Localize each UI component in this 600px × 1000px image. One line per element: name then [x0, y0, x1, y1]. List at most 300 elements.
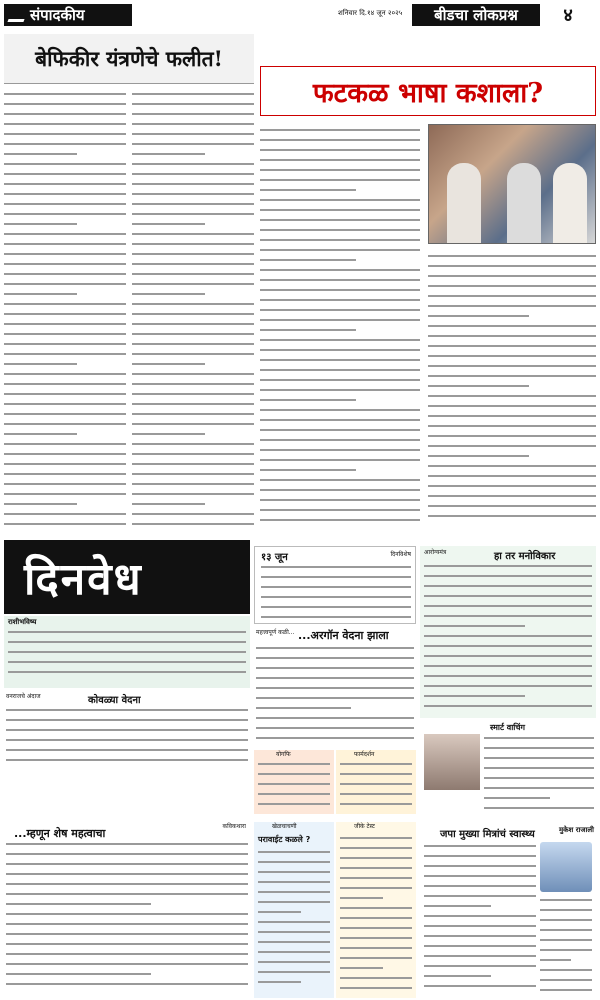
text-line	[258, 861, 330, 868]
text-line	[132, 393, 254, 400]
yog-box	[254, 750, 334, 814]
text-line	[260, 439, 420, 446]
text-line	[428, 455, 529, 462]
text-line	[484, 757, 594, 764]
text-line	[6, 863, 248, 870]
masthead	[0, 0, 600, 30]
arog-kicker: आरोग्यमंत्र	[424, 549, 447, 556]
text-line	[132, 463, 254, 470]
text-line	[132, 253, 254, 260]
japa-headline: जपा मुख्या मित्रांचं स्वास्थ्य	[440, 829, 535, 840]
smart-body	[484, 734, 594, 820]
text-line	[132, 263, 254, 270]
shesh-body	[6, 840, 248, 996]
text-line	[258, 783, 330, 790]
text-line	[256, 667, 414, 674]
text-line	[132, 373, 254, 380]
text-line	[4, 423, 126, 430]
text-line	[260, 449, 420, 456]
text-line	[132, 233, 254, 240]
text-line	[424, 705, 592, 712]
text-line	[6, 953, 248, 960]
text-line	[428, 325, 596, 332]
kovalya-body	[6, 706, 248, 766]
org-body	[256, 644, 414, 744]
text-line	[484, 747, 594, 754]
text-line	[340, 917, 412, 924]
text-line	[258, 961, 330, 968]
text-line	[428, 485, 596, 492]
horoscope-label: राशीभविष्य	[8, 618, 37, 626]
text-line	[4, 263, 126, 270]
text-line	[424, 855, 536, 862]
text-line	[484, 777, 594, 784]
text-line	[4, 163, 126, 170]
person-figure	[553, 163, 587, 243]
text-line	[260, 199, 420, 206]
text-line	[424, 895, 536, 902]
text-line	[428, 365, 596, 372]
japa-body	[424, 842, 536, 996]
text-line	[428, 435, 596, 442]
editorial-article	[4, 34, 254, 534]
text-line	[340, 897, 383, 904]
text-line	[428, 385, 529, 392]
june-box	[254, 546, 416, 624]
text-line	[4, 113, 126, 120]
text-line	[4, 183, 126, 190]
text-line	[4, 453, 126, 460]
kovalya-article	[4, 692, 250, 768]
text-line	[8, 641, 246, 648]
text-line	[424, 615, 592, 622]
text-line	[260, 489, 420, 496]
text-line	[256, 677, 414, 684]
text-line	[540, 929, 592, 936]
text-line	[132, 203, 254, 210]
text-line	[260, 349, 420, 356]
text-line	[428, 425, 596, 432]
quiz-kicker: जीके टेस्ट	[354, 823, 375, 830]
text-line	[484, 807, 594, 814]
japa-photo	[540, 842, 592, 892]
text-line	[260, 419, 420, 426]
text-line	[424, 985, 536, 992]
text-line	[540, 949, 592, 956]
main-story-headline: फटकळ भाषा कशाला?	[260, 66, 596, 116]
text-line	[132, 293, 205, 300]
text-line	[6, 963, 248, 970]
text-line	[132, 303, 254, 310]
text-line	[6, 853, 248, 860]
khel-box	[254, 822, 334, 998]
text-line	[424, 965, 536, 972]
text-line	[428, 335, 596, 342]
text-line	[424, 645, 592, 652]
editorial-column-1	[4, 90, 126, 532]
issue-date: शनिवार दि.१४ जून २०२५	[338, 9, 403, 17]
text-line	[540, 919, 592, 926]
horoscope-box	[4, 616, 250, 688]
text-line	[540, 939, 592, 946]
section-label-editorial	[4, 4, 132, 26]
text-line	[340, 887, 412, 894]
text-line	[4, 413, 126, 420]
text-line	[6, 749, 248, 756]
text-line	[132, 453, 254, 460]
text-line	[132, 273, 254, 280]
khel-body	[258, 848, 330, 994]
text-line	[4, 93, 126, 100]
text-line	[4, 203, 126, 210]
text-line	[428, 285, 596, 292]
text-line	[260, 289, 420, 296]
text-line	[428, 405, 596, 412]
text-line	[424, 935, 536, 942]
text-line	[260, 329, 356, 336]
text-line	[424, 635, 592, 642]
june-title: १३ जून	[261, 552, 288, 563]
text-line	[428, 495, 596, 502]
text-line	[428, 275, 596, 282]
text-line	[424, 565, 592, 572]
text-line	[4, 523, 126, 530]
text-line	[4, 443, 126, 450]
text-line	[6, 973, 151, 980]
text-line	[258, 773, 330, 780]
text-line	[256, 687, 414, 694]
text-line	[6, 843, 248, 850]
text-line	[428, 345, 596, 352]
text-line	[260, 209, 420, 216]
text-line	[428, 415, 596, 422]
text-line	[132, 223, 205, 230]
yog-body	[258, 760, 330, 812]
japa-article	[420, 826, 596, 998]
text-line	[132, 473, 254, 480]
text-line	[260, 179, 420, 186]
text-line	[256, 707, 351, 714]
text-line	[258, 871, 330, 878]
text-line	[132, 103, 254, 110]
text-line	[261, 586, 411, 593]
text-line	[132, 353, 254, 360]
text-line	[4, 243, 126, 250]
text-line	[132, 333, 254, 340]
text-line	[260, 189, 356, 196]
text-line	[260, 279, 420, 286]
page-number: ४	[563, 5, 573, 26]
text-line	[261, 566, 411, 573]
text-line	[424, 585, 592, 592]
text-line	[340, 793, 412, 800]
text-line	[132, 283, 254, 290]
text-line	[340, 987, 412, 994]
yog-kicker: योगफि	[276, 751, 291, 758]
text-line	[4, 363, 77, 370]
text-line	[4, 503, 77, 510]
text-line	[132, 403, 254, 410]
kovalya-kicker: वनराजचे अंदाज	[6, 693, 41, 700]
text-line	[132, 313, 254, 320]
text-line	[132, 493, 254, 500]
text-line	[260, 319, 420, 326]
text-line	[4, 493, 126, 500]
text-line	[6, 923, 248, 930]
text-line	[261, 576, 411, 583]
text-line	[4, 513, 126, 520]
text-line	[4, 213, 126, 220]
shesh-headline: ...म्हणून शेष महत्वाचा	[14, 827, 106, 840]
text-line	[428, 395, 596, 402]
org-kicker: महत्त्वपूर्ण कळी...	[256, 629, 295, 636]
text-line	[132, 513, 254, 520]
text-line	[540, 909, 592, 916]
text-line	[428, 505, 596, 512]
text-line	[4, 403, 126, 410]
text-line	[4, 153, 77, 160]
text-line	[256, 737, 414, 744]
text-line	[6, 893, 248, 900]
text-line	[428, 515, 596, 522]
text-line	[4, 283, 126, 290]
text-line	[260, 429, 420, 436]
text-line	[4, 483, 126, 490]
text-line	[260, 499, 420, 506]
text-line	[424, 665, 592, 672]
text-line	[256, 717, 414, 724]
org-article	[254, 628, 416, 746]
text-line	[6, 903, 151, 910]
text-line	[6, 983, 248, 990]
text-line	[6, 709, 248, 716]
text-line	[424, 945, 536, 952]
japa-byline: मुकेश राजाली	[558, 826, 594, 834]
text-line	[4, 253, 126, 260]
text-line	[424, 915, 536, 922]
text-line	[428, 465, 596, 472]
text-line	[260, 139, 420, 146]
text-line	[4, 303, 126, 310]
text-line	[132, 143, 254, 150]
text-line	[132, 153, 205, 160]
farm-box	[336, 750, 416, 814]
editorial-column-2	[132, 90, 254, 532]
text-line	[132, 523, 254, 530]
dinvedh-banner: दिनवेध	[4, 540, 250, 614]
text-line	[4, 323, 126, 330]
text-line	[258, 881, 330, 888]
text-line	[340, 783, 412, 790]
text-line	[132, 433, 205, 440]
text-line	[260, 239, 420, 246]
text-line	[4, 293, 77, 300]
text-line	[6, 943, 248, 950]
text-line	[540, 899, 592, 906]
text-line	[424, 925, 536, 932]
khel-kicker: खेळचाचणी	[272, 823, 297, 830]
text-line	[428, 475, 596, 482]
text-line	[540, 989, 592, 996]
text-line	[428, 305, 596, 312]
shesh-article	[4, 822, 250, 998]
text-line	[260, 469, 356, 476]
quiz-body	[340, 834, 412, 994]
text-line	[132, 163, 254, 170]
text-line	[340, 937, 412, 944]
text-line	[256, 647, 414, 654]
text-line	[6, 933, 248, 940]
arog-body	[424, 562, 592, 714]
text-line	[132, 383, 254, 390]
text-line	[428, 445, 596, 452]
text-line	[258, 851, 330, 858]
text-line	[4, 233, 126, 240]
text-line	[4, 393, 126, 400]
text-line	[260, 369, 420, 376]
text-line	[484, 767, 594, 774]
text-line	[340, 773, 412, 780]
text-line	[4, 333, 126, 340]
june-body	[261, 563, 411, 623]
text-line	[4, 173, 126, 180]
text-line	[4, 473, 126, 480]
text-line	[260, 249, 420, 256]
june-tag: दिनविशेष	[390, 551, 411, 558]
text-line	[256, 727, 414, 734]
text-line	[6, 873, 248, 880]
text-line	[340, 867, 412, 874]
text-line	[540, 959, 571, 966]
text-line	[340, 927, 412, 934]
text-line	[8, 651, 246, 658]
text-line	[8, 631, 246, 638]
text-line	[484, 737, 594, 744]
section-label-text: संपादकीय	[30, 6, 85, 24]
text-line	[428, 255, 596, 262]
text-line	[6, 883, 248, 890]
text-line	[258, 951, 330, 958]
text-line	[258, 763, 330, 770]
arog-headline: हा तर मनोविकार	[494, 551, 556, 562]
text-line	[260, 229, 420, 236]
text-line	[4, 383, 126, 390]
editorial-body	[4, 90, 254, 532]
text-line	[6, 759, 248, 766]
text-line	[424, 695, 525, 702]
org-headline: ...अरगॉन वेदना झाला	[298, 629, 389, 642]
text-line	[258, 981, 301, 988]
text-line	[260, 379, 420, 386]
text-line	[428, 265, 596, 272]
text-line	[260, 129, 420, 136]
text-line	[4, 193, 126, 200]
text-line	[260, 359, 420, 366]
text-line	[424, 975, 491, 982]
khel-headline: परावाईट कळले ?	[258, 835, 311, 844]
text-line	[424, 905, 491, 912]
text-line	[340, 847, 412, 854]
text-line	[340, 907, 412, 914]
text-line	[4, 103, 126, 110]
text-line	[424, 845, 536, 852]
text-line	[260, 409, 420, 416]
text-line	[484, 787, 594, 794]
text-line	[132, 193, 254, 200]
editorial-headline: बेफिकीर यंत्रणेचे फलीत!	[4, 34, 254, 84]
pen-icon	[7, 8, 28, 22]
text-line	[258, 901, 330, 908]
text-line	[424, 865, 536, 872]
text-line	[484, 797, 550, 804]
text-line	[428, 315, 529, 322]
text-line	[260, 399, 356, 406]
text-line	[540, 969, 592, 976]
text-line	[424, 885, 536, 892]
text-line	[260, 219, 420, 226]
shesh-kicker: कविकथारा	[222, 823, 246, 830]
text-line	[340, 837, 412, 844]
text-line	[424, 655, 592, 662]
text-line	[4, 133, 126, 140]
text-line	[258, 921, 330, 928]
text-line	[428, 355, 596, 362]
text-line	[4, 223, 77, 230]
text-line	[256, 697, 414, 704]
text-line	[340, 967, 383, 974]
text-line	[424, 595, 592, 602]
arog-article	[420, 546, 596, 718]
main-story-photo	[428, 124, 596, 244]
text-line	[132, 363, 205, 370]
text-line	[256, 657, 414, 664]
text-line	[132, 503, 205, 510]
text-line	[4, 463, 126, 470]
text-line	[260, 509, 420, 516]
text-line	[132, 243, 254, 250]
text-line	[260, 479, 420, 486]
text-line	[260, 269, 420, 276]
kovalya-headline: कोवळ्या वेदना	[88, 695, 141, 706]
text-line	[260, 389, 420, 396]
text-line	[132, 113, 254, 120]
text-line	[132, 413, 254, 420]
text-line	[8, 671, 246, 678]
text-line	[132, 173, 254, 180]
text-line	[258, 911, 301, 918]
main-story-body-left	[260, 126, 420, 526]
text-line	[4, 313, 126, 320]
text-line	[340, 957, 412, 964]
text-line	[260, 309, 420, 316]
text-line	[132, 133, 254, 140]
text-line	[340, 977, 412, 984]
smart-article	[420, 722, 596, 822]
text-line	[258, 931, 330, 938]
text-line	[261, 616, 411, 623]
text-line	[424, 625, 525, 632]
text-line	[340, 947, 412, 954]
text-line	[260, 519, 420, 526]
main-story	[260, 34, 596, 534]
text-line	[132, 213, 254, 220]
text-line	[8, 661, 246, 668]
text-line	[4, 273, 126, 280]
text-line	[132, 443, 254, 450]
text-line	[424, 605, 592, 612]
text-line	[132, 423, 254, 430]
text-line	[6, 913, 248, 920]
